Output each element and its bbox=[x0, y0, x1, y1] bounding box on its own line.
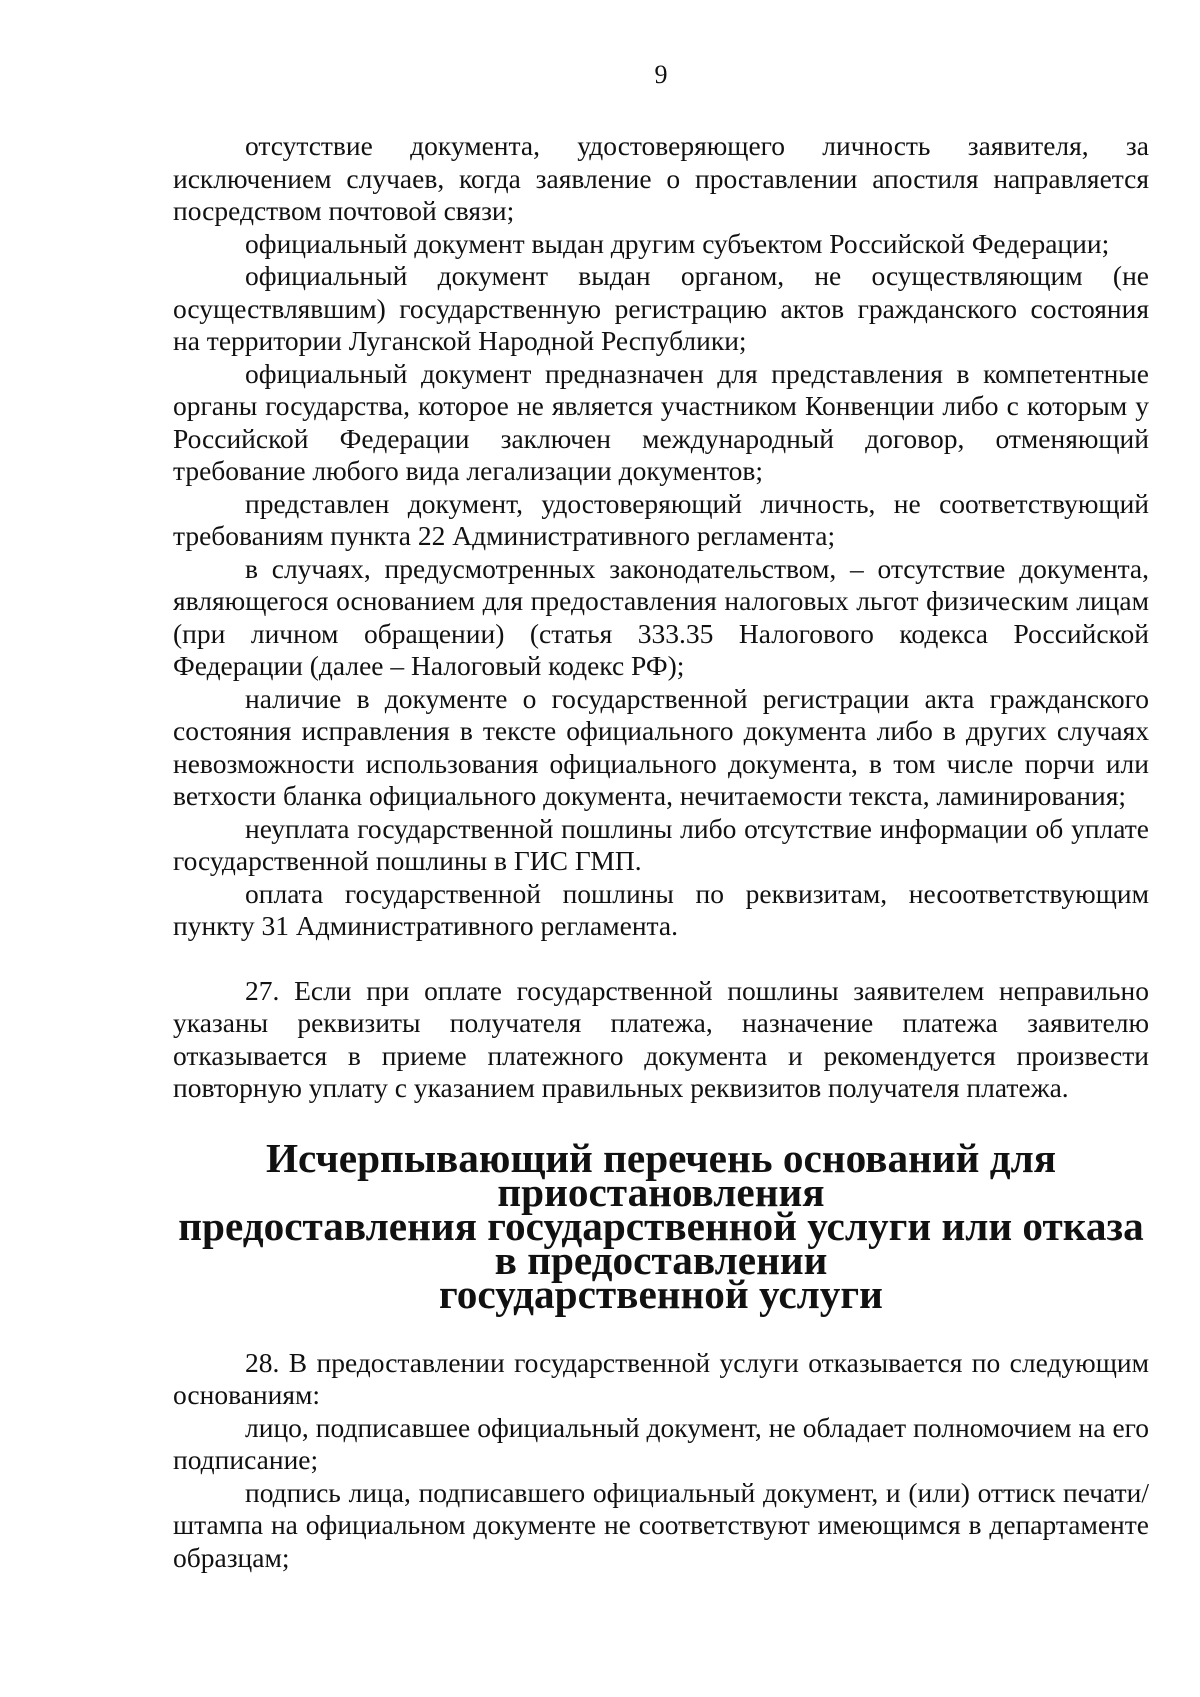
paragraph: представлен документ, удостоверяющий личность, не соответствующий требованиям пункта 22 Административного регламента; bbox=[173, 487, 1149, 551]
paragraph: официальный документ выдан органом, не осуществляющим (не осуществлявшим) государственную регистрацию актов гражданского состояния на территории Луганской Народной Республики; bbox=[173, 260, 1149, 356]
paragraph: официальный документ выдан другим субъектом Российской Федерации; bbox=[245, 227, 1110, 259]
heading-line: предоставления государственной услуги или отказа в предоставлении bbox=[178, 1202, 1144, 1283]
paragraph: оплата государственной пошлины по реквизитам, несоответствующим пункту 31 Административного регламента. bbox=[173, 877, 1149, 941]
document-page bbox=[173, 60, 1149, 1574]
paragraph-27: 27. Если при оплате государственной пошлины заявителем неправильно указаны реквизиты получателя платежа, назначение платежа заявителю отказывается в приеме платежного документа и рекомендуется произвести повторную уплату с указанием правильных реквизитов получателя платежа. bbox=[173, 974, 1149, 1103]
heading-line: Исчерпывающий перечень оснований для приостановления bbox=[265, 1134, 1057, 1215]
section-heading bbox=[173, 1134, 1149, 1317]
paragraph: в случаях, предусмотренных законодательством, – отсутствие документа, являющегося основанием для предоставления налоговых льгот физическим лицам (при личном обращении) (статья 333.35 Налогового кодекса Российской Федерации (далее – Налоговый кодекс РФ); bbox=[173, 552, 1149, 681]
paragraph: лицо, подписавшее официальный документ, не обладает полномочием на его подписание; bbox=[173, 1411, 1149, 1475]
refusal-grounds bbox=[173, 1347, 1149, 1575]
paragraph: подпись лица, подписавшего официальный документ, и (или) оттиск печати/штампа на официальном документе не соответствуют имеющимся в департаменте образцам; bbox=[173, 1476, 1149, 1573]
paragraph: неуплата государственной пошлины либо отсутствие информации об уплате государственной пошлины в ГИС ГМП. bbox=[173, 812, 1149, 876]
grounds-list bbox=[173, 130, 1149, 943]
paragraph: наличие в документе о государственной регистрации акта гражданского состояния исправления в тексте официального документа либо в других случаях невозможности использования официального документа, в том числе порчи или ветхости бланка официального документа, нечитаемости текста, ламинирования; bbox=[173, 682, 1149, 811]
page-number: 9 bbox=[654, 60, 668, 89]
paragraph-28: 28. В предоставлении государственной услуги отказывается по следующим основаниям: bbox=[173, 1346, 1149, 1410]
paragraph: отсутствие документа, удостоверяющего личность заявителя, за исключением случаев, когда заявление о проставлении апостиля направляется посредством почтовой связи; bbox=[173, 130, 1149, 226]
heading-line: государственной услуги bbox=[439, 1270, 883, 1317]
paragraph: официальный документ предназначен для представления в компетентные органы государства, которое не является участником Конвенции либо с которым у Российской Федерации заключен международный договор, отменяющий требование любого вида легализации документов; bbox=[173, 357, 1149, 486]
